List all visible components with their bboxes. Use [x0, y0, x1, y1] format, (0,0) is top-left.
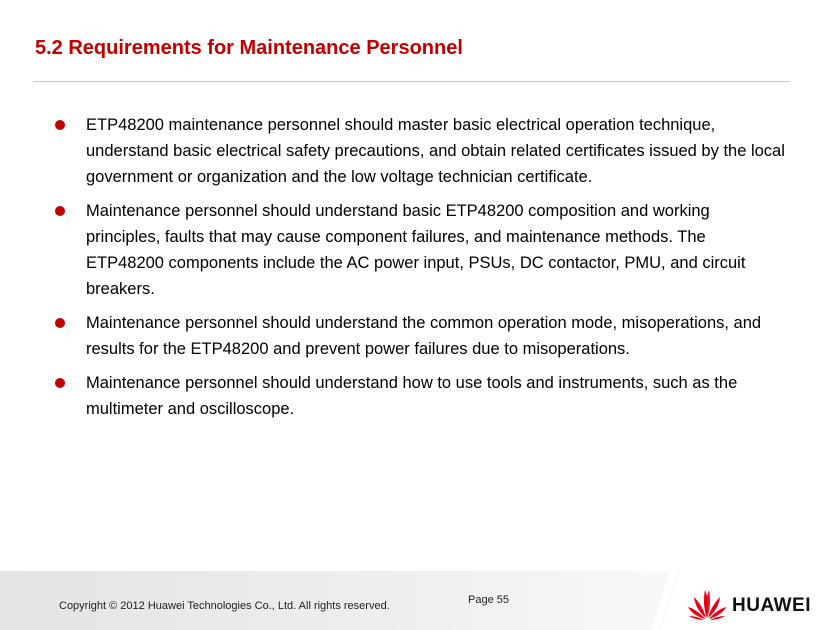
bullet-text: Maintenance personnel should understand the common operation mode, misoperations, and results for the ETP48200 and prevent power failures due to misoperations. — [86, 314, 762, 358]
bullet-text: ETP48200 maintenance personnel should master basic electrical operation technique, understand basic electrical safety precautions, and obtain related certificates issued by the local government or organization and the low voltage technician certificate. — [86, 116, 785, 186]
page-number: Page 55 — [468, 594, 509, 606]
bullet-item — [55, 112, 785, 190]
bullet-item — [55, 198, 785, 302]
bullet-dot-icon — [55, 120, 65, 130]
bullet-text: Maintenance personnel should understand how to use tools and instruments, such as the multimeter and oscilloscope. — [86, 374, 738, 418]
bullet-item — [55, 310, 785, 362]
bullet-text: Maintenance personnel should understand basic ETP48200 composition and working principles, faults that may cause component failures, and maintenance methods. The ETP48200 components include the AC power input, PSUs, DC contactor, PMU, and circuit breakers. — [86, 202, 746, 298]
slide-title: 5.2 Requirements for Maintenance Personnel — [35, 37, 463, 59]
copyright-text: Copyright © 2012 Huawei Technologies Co., Ltd. All rights reserved. — [59, 600, 390, 612]
huawei-logo — [686, 586, 810, 622]
huawei-flower-icon — [686, 586, 728, 620]
brand-name: HUAWEI — [732, 595, 811, 616]
bullet-item — [55, 370, 785, 422]
bullet-dot-icon — [55, 378, 65, 388]
bullet-list — [55, 112, 785, 430]
title-divider — [33, 81, 790, 82]
bullet-dot-icon — [55, 206, 65, 216]
bullet-dot-icon — [55, 318, 65, 328]
